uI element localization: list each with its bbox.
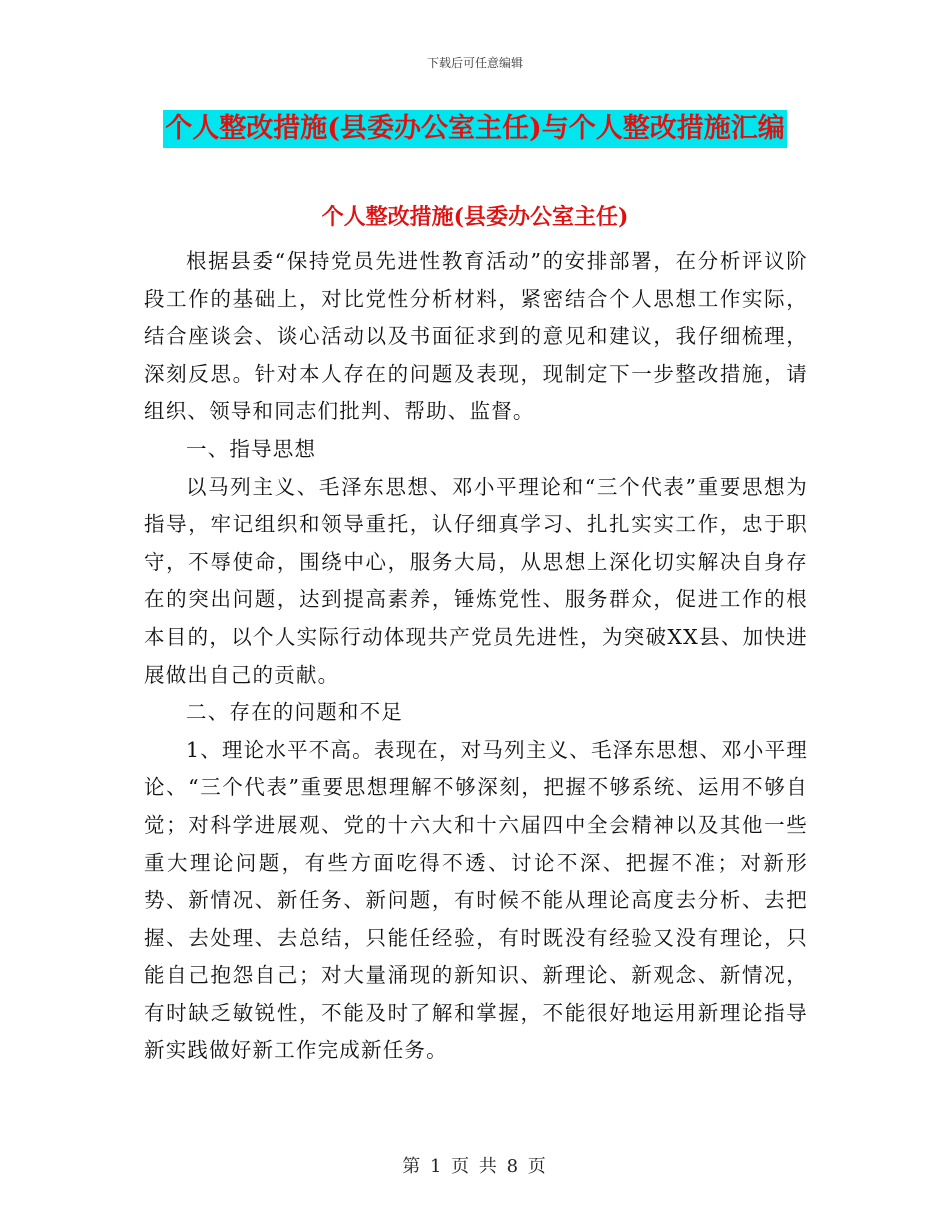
page-header-note: 下载后可任意编辑	[426, 56, 523, 70]
document-body	[144, 243, 808, 1070]
section-heading: 二、存在的问题和不足	[186, 700, 403, 725]
body-paragraph: 1、理论水平不高。表现在，对马列主义、毛泽东思想、邓小平理论、“三个代表”重要思想理解不够深刻，把握不够系统、运用不够自觉；对科学进展观、党的十六大和十六届四中全会精神以及其他一些重大理论问题，有些方面吃得不透、讨论不深、把握不准；对新形势、新情况、新任务、新问题，有时候不能从理论高度去分析、去把握、去处理、去总结，只能任经验，有时既没有经验又没有理论，只能自己抱怨自己；对大量涌现的新知识、新理论、新观念、新情况，有时缺乏敏锐性，不能及时了解和掌握，不能很好地运用新理论指导新实践做好新工作完成新任务。	[144, 737, 808, 1063]
page-number: 第 1 页 共 8 页	[402, 1156, 548, 1177]
section-heading: 一、指导思想	[186, 436, 317, 461]
main-title: 个人整改措施(县委办公室主任)与个人整改措施汇编	[163, 110, 787, 148]
body-paragraph: 以马列主义、毛泽东思想、邓小平理论和“三个代表”重要思想为指导，牢记组织和领导重托，认仔细真学习、扎扎实实工作，忠于职守，不辱使命，围绕中心，服务大局，从思想上深化切实解决自身存在的突出问题，达到提高素养，锤炼党性、服务群众，促进工作的根本目的，以个人实际行动体现共产党员先进性，为突破XX县、加快进展做出自己的贡献。	[144, 474, 808, 687]
body-paragraph: 根据县委“保持党员先进性教育活动”的安排部署，在分析评议阶段工作的基础上，对比党性分析材料，紧密结合个人思想工作实际，结合座谈会、谈心活动以及书面征求到的意见和建议，我仔细梳理，深刻反思。针对本人存在的问题及表现，现制定下一步整改措施，请组织、领导和同志们批判、帮助、监督。	[144, 249, 808, 424]
sub-title: 个人整改措施(县委办公室主任)	[321, 204, 629, 230]
main-title-container	[0, 110, 950, 148]
